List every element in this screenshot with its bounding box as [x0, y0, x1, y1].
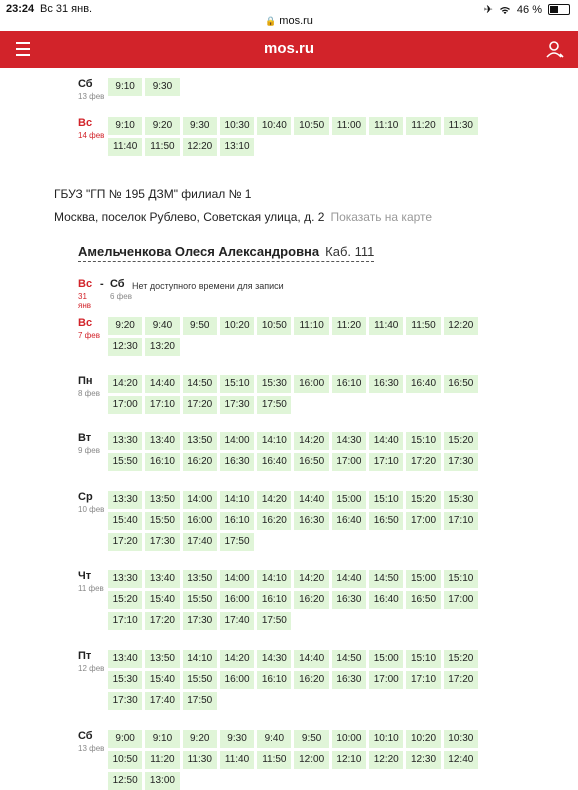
time-slot-button[interactable]: 17:50: [257, 612, 291, 630]
time-slot-button[interactable]: 12:40: [444, 751, 478, 769]
battery-icon: [548, 4, 570, 15]
time-slot-button[interactable]: 16:30: [220, 453, 254, 471]
day-name: Сб: [78, 730, 93, 742]
range-to: Сб 6 фев: [110, 278, 132, 301]
time-slot-button[interactable]: 14:20: [257, 491, 291, 509]
clinic-address: [54, 210, 432, 224]
time-slot-button[interactable]: 11:00: [332, 117, 366, 135]
time-slot-button[interactable]: 17:30: [145, 533, 179, 551]
day-label: [78, 78, 108, 101]
day-name: Сб: [78, 78, 93, 90]
time-slot-button[interactable]: 13:50: [145, 491, 179, 509]
time-slot-button[interactable]: 17:30: [220, 396, 254, 414]
time-slot-button[interactable]: 13:20: [145, 338, 179, 356]
time-slot-button[interactable]: 17:10: [108, 612, 142, 630]
show-map-link[interactable]: Показать на карте: [330, 210, 433, 224]
time-slot-button[interactable]: 16:50: [369, 512, 403, 530]
time-slot-button[interactable]: 17:20: [108, 533, 142, 551]
time-slot-button[interactable]: 12:10: [332, 751, 366, 769]
time-slot-button[interactable]: 11:50: [406, 317, 440, 335]
time-slot-button[interactable]: 9:30: [220, 730, 254, 748]
day-name: Вс: [78, 317, 93, 329]
day-label: [78, 570, 108, 593]
time-slot-button[interactable]: 15:00: [332, 491, 366, 509]
time-slot-button[interactable]: 17:00: [369, 671, 403, 689]
time-slot-button[interactable]: 15:40: [145, 671, 179, 689]
time-slot-button[interactable]: 17:00: [108, 396, 142, 414]
time-slots: [108, 117, 512, 156]
time-slot-button[interactable]: 9:40: [257, 730, 291, 748]
time-slot-button[interactable]: 14:40: [332, 570, 366, 588]
time-slot-button[interactable]: 11:50: [145, 138, 179, 156]
day-name: Вс: [78, 117, 93, 129]
day-date: 7 фев: [78, 331, 100, 340]
cabinet-number: Каб. 111: [325, 244, 375, 259]
time-slot-button[interactable]: 15:20: [444, 650, 478, 668]
user-icon[interactable]: [546, 40, 564, 58]
time-slot-button[interactable]: 15:50: [108, 453, 142, 471]
time-slot-button[interactable]: 14:40: [145, 375, 179, 393]
time-slot-button[interactable]: 16:50: [406, 591, 440, 609]
time-slot-button[interactable]: 13:10: [220, 138, 254, 156]
day-date: 13 фев: [78, 92, 105, 101]
address-bar[interactable]: [0, 15, 578, 27]
time-slot-button[interactable]: 14:10: [257, 432, 291, 450]
time-slot-button[interactable]: 17:20: [145, 612, 179, 630]
time-slot-button[interactable]: 12:30: [406, 751, 440, 769]
time-slot-button[interactable]: 16:00: [183, 512, 217, 530]
day-label: [78, 375, 108, 398]
time-slot-button[interactable]: 9:20: [145, 117, 179, 135]
day-label: [78, 491, 108, 514]
time-slot-button[interactable]: 17:10: [406, 671, 440, 689]
time-slot-button[interactable]: 13:30: [108, 570, 142, 588]
time-slot-button[interactable]: 9:10: [108, 78, 142, 96]
time-slot-button[interactable]: 10:00: [332, 730, 366, 748]
time-slot-button[interactable]: 11:20: [332, 317, 366, 335]
time-slot-button[interactable]: 16:00: [220, 671, 254, 689]
time-slot-button[interactable]: 17:40: [145, 692, 179, 710]
time-slot-button[interactable]: 15:30: [108, 671, 142, 689]
day-label: [78, 317, 108, 340]
time-slot-button[interactable]: 11:10: [369, 117, 403, 135]
time-slot-button[interactable]: 13:50: [183, 570, 217, 588]
time-slot-button[interactable]: 13:40: [145, 432, 179, 450]
time-slot-button[interactable]: 12:50: [108, 772, 142, 790]
time-slots: [108, 317, 512, 356]
time-slot-button[interactable]: 15:00: [406, 570, 440, 588]
time-slot-button[interactable]: 16:50: [294, 453, 328, 471]
time-slot-button[interactable]: 16:20: [257, 512, 291, 530]
time-slot-button[interactable]: 11:40: [369, 317, 403, 335]
clinic-name: ГБУЗ "ГП № 195 ДЗМ" филиал № 1: [54, 187, 252, 201]
day-name: Ср: [78, 491, 93, 503]
time-slot-button[interactable]: 15:50: [183, 671, 217, 689]
time-slot-button[interactable]: 10:20: [220, 317, 254, 335]
no-slots-range: [78, 278, 284, 310]
day-name: Чт: [78, 570, 92, 582]
time-slot-button[interactable]: 15:10: [444, 570, 478, 588]
no-slots-message: Нет доступного времени для записи: [132, 281, 284, 291]
time-slot-button[interactable]: 16:40: [369, 591, 403, 609]
time-slot-button[interactable]: 9:50: [294, 730, 328, 748]
time-slot-button[interactable]: 12:00: [294, 751, 328, 769]
time-slot-button[interactable]: 14:20: [294, 432, 328, 450]
time-slot-button[interactable]: 16:40: [332, 512, 366, 530]
time-slot-button[interactable]: 12:30: [108, 338, 142, 356]
time-slot-button[interactable]: 9:00: [108, 730, 142, 748]
time-slot-button[interactable]: 15:10: [369, 491, 403, 509]
time-slots: [108, 432, 512, 471]
time-slot-button[interactable]: 16:30: [369, 375, 403, 393]
time-slot-button[interactable]: 14:40: [294, 650, 328, 668]
time-slot-button[interactable]: 16:10: [257, 671, 291, 689]
time-slot-button[interactable]: 17:20: [406, 453, 440, 471]
time-slot-button[interactable]: 11:40: [220, 751, 254, 769]
time-slot-button[interactable]: 15:10: [406, 432, 440, 450]
time-slot-button[interactable]: 15:20: [406, 491, 440, 509]
status-icons: [484, 3, 570, 16]
day-label: [78, 117, 108, 140]
time-slot-button[interactable]: 16:00: [294, 375, 328, 393]
time-slot-button[interactable]: 16:30: [294, 512, 328, 530]
time-slot-button[interactable]: 14:10: [183, 650, 217, 668]
wifi-icon: [499, 5, 511, 15]
site-logo[interactable]: mos.ru: [263, 40, 314, 57]
time-slot-button[interactable]: 17:50: [183, 692, 217, 710]
time-slot-button[interactable]: 16:30: [332, 591, 366, 609]
time-slot-button[interactable]: 14:30: [257, 650, 291, 668]
battery-percent: 46 %: [516, 3, 542, 16]
time-slot-button[interactable]: 15:30: [257, 375, 291, 393]
time-slot-button[interactable]: 14:40: [294, 491, 328, 509]
time-slot-button[interactable]: 17:20: [444, 671, 478, 689]
time-slot-button[interactable]: 16:30: [332, 671, 366, 689]
time-slot-button[interactable]: 16:00: [220, 591, 254, 609]
day-date: 12 фев: [78, 664, 105, 673]
time-slot-button[interactable]: 14:20: [294, 570, 328, 588]
time-slot-button[interactable]: 11:20: [406, 117, 440, 135]
time-slot-button[interactable]: 10:10: [369, 730, 403, 748]
day-date: 10 фев: [78, 505, 105, 514]
time-slot-button[interactable]: 16:50: [444, 375, 478, 393]
time-slot-button[interactable]: 14:30: [332, 432, 366, 450]
time-slot-button[interactable]: 14:00: [220, 432, 254, 450]
time-slot-button[interactable]: 13:50: [145, 650, 179, 668]
time-slot-button[interactable]: 15:40: [145, 591, 179, 609]
time-slot-button[interactable]: 17:10: [444, 512, 478, 530]
time-slot-button[interactable]: 14:40: [369, 432, 403, 450]
time-slot-button[interactable]: 16:20: [294, 671, 328, 689]
time-slot-button[interactable]: 15:10: [220, 375, 254, 393]
time-slot-button[interactable]: 9:30: [145, 78, 179, 96]
time-slot-button[interactable]: 15:50: [183, 591, 217, 609]
time-slot-button[interactable]: 16:10: [257, 591, 291, 609]
time-slot-button[interactable]: 13:40: [108, 650, 142, 668]
time-slot-button[interactable]: 17:30: [444, 453, 478, 471]
day-label: [78, 432, 108, 455]
day-label: [78, 730, 108, 753]
time-slot-button[interactable]: 13:30: [108, 432, 142, 450]
time-slot-button[interactable]: 10:20: [406, 730, 440, 748]
time-slot-button[interactable]: 11:30: [444, 117, 478, 135]
time-slot-button[interactable]: 16:20: [294, 591, 328, 609]
time-slot-button[interactable]: 10:50: [294, 117, 328, 135]
time-slot-button[interactable]: 17:00: [444, 591, 478, 609]
time-slot-button[interactable]: 14:00: [183, 491, 217, 509]
time-slot-button[interactable]: 14:50: [369, 570, 403, 588]
range-from: Вс 31 янв: [78, 278, 93, 310]
day-date: 9 фев: [78, 446, 100, 455]
time-slot-button[interactable]: 9:50: [183, 317, 217, 335]
time-slot-button[interactable]: 11:20: [145, 751, 179, 769]
time-slots: [108, 491, 512, 551]
status-time: 23:24: [6, 3, 35, 15]
day-name: Пн: [78, 375, 93, 387]
time-slot-button[interactable]: 11:50: [257, 751, 291, 769]
status-date: Вс 31 янв.: [40, 3, 93, 15]
time-slot-button[interactable]: 13:30: [108, 491, 142, 509]
time-slot-button[interactable]: 17:00: [406, 512, 440, 530]
time-slots: [108, 650, 512, 710]
time-slot-button[interactable]: 10:40: [257, 117, 291, 135]
time-slot-button[interactable]: 10:50: [257, 317, 291, 335]
doctor-name[interactable]: [78, 244, 374, 262]
time-slot-button[interactable]: 16:10: [332, 375, 366, 393]
time-slots: [108, 375, 512, 414]
time-slot-button[interactable]: 17:50: [257, 396, 291, 414]
time-slot-button[interactable]: 17:40: [183, 533, 217, 551]
lock-icon: 🔒: [265, 16, 277, 26]
time-slot-button[interactable]: 12:20: [183, 138, 217, 156]
time-slot-button[interactable]: 9:30: [183, 117, 217, 135]
time-slot-button[interactable]: 14:20: [220, 650, 254, 668]
time-slot-button[interactable]: 13:00: [145, 772, 179, 790]
time-slot-button[interactable]: 10:50: [108, 751, 142, 769]
time-slot-button[interactable]: 9:20: [108, 317, 142, 335]
time-slot-button[interactable]: 15:30: [444, 491, 478, 509]
time-slot-button[interactable]: 11:30: [183, 751, 217, 769]
time-slot-button[interactable]: 10:30: [444, 730, 478, 748]
day-date: 14 фев: [78, 131, 105, 140]
range-separator: -: [100, 278, 104, 290]
time-slot-button[interactable]: 17:20: [183, 396, 217, 414]
time-slot-button[interactable]: 15:20: [444, 432, 478, 450]
time-slot-button[interactable]: 15:50: [145, 512, 179, 530]
day-name: Пт: [78, 650, 92, 662]
time-slot-button[interactable]: 11:10: [294, 317, 328, 335]
time-slot-button[interactable]: 16:20: [183, 453, 217, 471]
day-date: 8 фев: [78, 389, 100, 398]
time-slot-button[interactable]: 16:10: [220, 512, 254, 530]
time-slot-button[interactable]: 17:10: [369, 453, 403, 471]
time-slot-button[interactable]: 14:10: [257, 570, 291, 588]
time-slot-button[interactable]: 11:40: [108, 138, 142, 156]
url-text: mos.ru: [279, 15, 313, 27]
time-slot-button[interactable]: 15:20: [108, 591, 142, 609]
day-name: Вт: [78, 432, 92, 444]
time-slot-button[interactable]: 16:40: [257, 453, 291, 471]
time-slot-button[interactable]: 9:10: [145, 730, 179, 748]
time-slot-button[interactable]: 16:40: [406, 375, 440, 393]
day-date: 13 фев: [78, 744, 105, 753]
day-label: [78, 650, 108, 673]
time-slot-button[interactable]: 15:00: [369, 650, 403, 668]
time-slot-button[interactable]: 12:20: [444, 317, 478, 335]
time-slot-button[interactable]: 14:50: [332, 650, 366, 668]
time-slot-button[interactable]: 9:40: [145, 317, 179, 335]
time-slot-button[interactable]: 14:20: [108, 375, 142, 393]
time-slot-button[interactable]: 15:40: [108, 512, 142, 530]
time-slot-button[interactable]: 15:10: [406, 650, 440, 668]
time-slot-button[interactable]: 10:30: [220, 117, 254, 135]
time-slot-button[interactable]: 14:50: [183, 375, 217, 393]
time-slots: [108, 78, 512, 96]
time-slot-button[interactable]: 17:30: [183, 612, 217, 630]
time-slot-button[interactable]: 14:00: [220, 570, 254, 588]
time-slot-button[interactable]: 13:50: [183, 432, 217, 450]
time-slot-button[interactable]: 17:30: [108, 692, 142, 710]
time-slot-button[interactable]: 17:00: [332, 453, 366, 471]
time-slots: [108, 570, 512, 630]
time-slot-button[interactable]: 9:10: [108, 117, 142, 135]
time-slot-button[interactable]: 14:10: [220, 491, 254, 509]
time-slot-button[interactable]: 9:20: [183, 730, 217, 748]
time-slot-button[interactable]: 16:10: [145, 453, 179, 471]
time-slot-button[interactable]: 17:10: [145, 396, 179, 414]
time-slot-button[interactable]: 13:40: [145, 570, 179, 588]
airplane-icon: ✈: [483, 4, 493, 16]
status-bar: [0, 0, 578, 30]
day-date: 11 фев: [78, 584, 104, 593]
time-slots: [108, 730, 512, 790]
address-text: Москва, поселок Рублево, Советская улица, д. 2: [54, 210, 325, 224]
doctor-fullname: Амельченкова Олеся Александровна: [78, 244, 320, 259]
site-header: [0, 31, 578, 68]
time-slot-button[interactable]: 12:20: [369, 751, 403, 769]
time-slot-button[interactable]: 17:40: [220, 612, 254, 630]
time-slot-button[interactable]: 17:50: [220, 533, 254, 551]
